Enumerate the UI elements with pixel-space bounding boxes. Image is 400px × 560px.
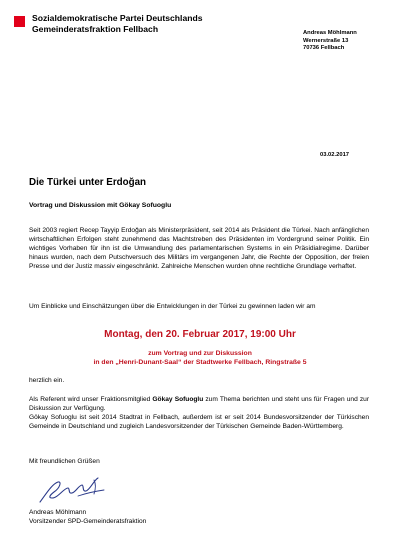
invite-closing: herzlich ein. xyxy=(29,377,65,384)
speaker-text-2: zum Thema berichten und steht uns für Fragen und zur Diskussion zur Verfügung. xyxy=(29,396,370,412)
letter-subtitle: Vortrag und Diskussion mit Gökay Sofuoglu xyxy=(29,202,172,209)
signer-block xyxy=(29,509,146,526)
speaker-bio: Gökay Sofuoglu ist seit 2014 Stadtrat in Fellbach, außerdem ist er seit 2014 Bundesvorsitzender der Türkischen Gemeinde in Deutschland und zugleich Landesvorsitzender der Türkischen Gemeinde Baden-Württemberg. xyxy=(29,413,369,430)
event-line-1: zum Vortrag und zur Diskussion xyxy=(148,350,252,357)
invitation-paragraph: Um Einblicke und Einschätzungen über die Entwicklungen in der Türkei zu gewinnen laden wir am xyxy=(29,303,316,310)
sender-city: 70736 Fellbach xyxy=(303,45,345,51)
speaker-text-1: Als Referent wird unser Fraktionsmitglied xyxy=(29,396,153,403)
speaker-name: Gökay Sofuoglu xyxy=(152,396,204,403)
intro-paragraph: Seit 2003 regiert Recep Tayyip Erdoğan als Ministerpräsident, seit 2014 als Präsident die Türkei. Nach anfänglichen wirtschaftlichen Erfolgen steht zunehmend das Machtstreben des Präsidenten im Vordergrund seiner Politik. Ein wichtiges Vorhaben für ihn ist die Umwandlung des parlamentarischen Systems in ein Präsidialregime. Darüber hinaus wurden, nach dem Putschversuch des Militärs im vergangenen Jahr, die Rechte der Opposition, der freien Presse und der Justiz massiv eingeschränkt. Zahlreiche Menschen wurden ohne rechtliche Grundlage verhaftet. xyxy=(29,227,369,270)
spd-logo-square xyxy=(14,16,25,27)
event-location: in den „Henri-Dunant-Saal“ der Stadtwerke Fellbach, Ringstraße 5 xyxy=(93,358,307,366)
org-name: Sozialdemokratische Partei Deutschlands xyxy=(32,13,203,23)
signer-role: Vorsitzender SPD-Gemeinderatsfraktion xyxy=(29,517,147,525)
sender-street: Wernerstraße 13 xyxy=(303,37,349,44)
event-datetime: Montag, den 20. Februar 2017, 19:00 Uhr xyxy=(104,329,296,340)
sender-name: Andreas Möhlmann xyxy=(303,30,357,36)
letterhead-organization xyxy=(32,13,203,34)
greeting: Mit freundlichen Grüßen xyxy=(29,458,100,465)
letter-date: 03.02.2017 xyxy=(320,152,350,158)
event-description xyxy=(0,350,400,368)
org-faction: Gemeinderatsfraktion Fellbach xyxy=(32,23,159,34)
sender-address xyxy=(303,30,357,53)
signer-name: Andreas Möhlmann xyxy=(29,509,87,516)
letter-title: Die Türkei unter Erdoğan xyxy=(29,177,147,188)
speaker-paragraph xyxy=(29,396,369,432)
handwritten-signature xyxy=(38,474,108,506)
